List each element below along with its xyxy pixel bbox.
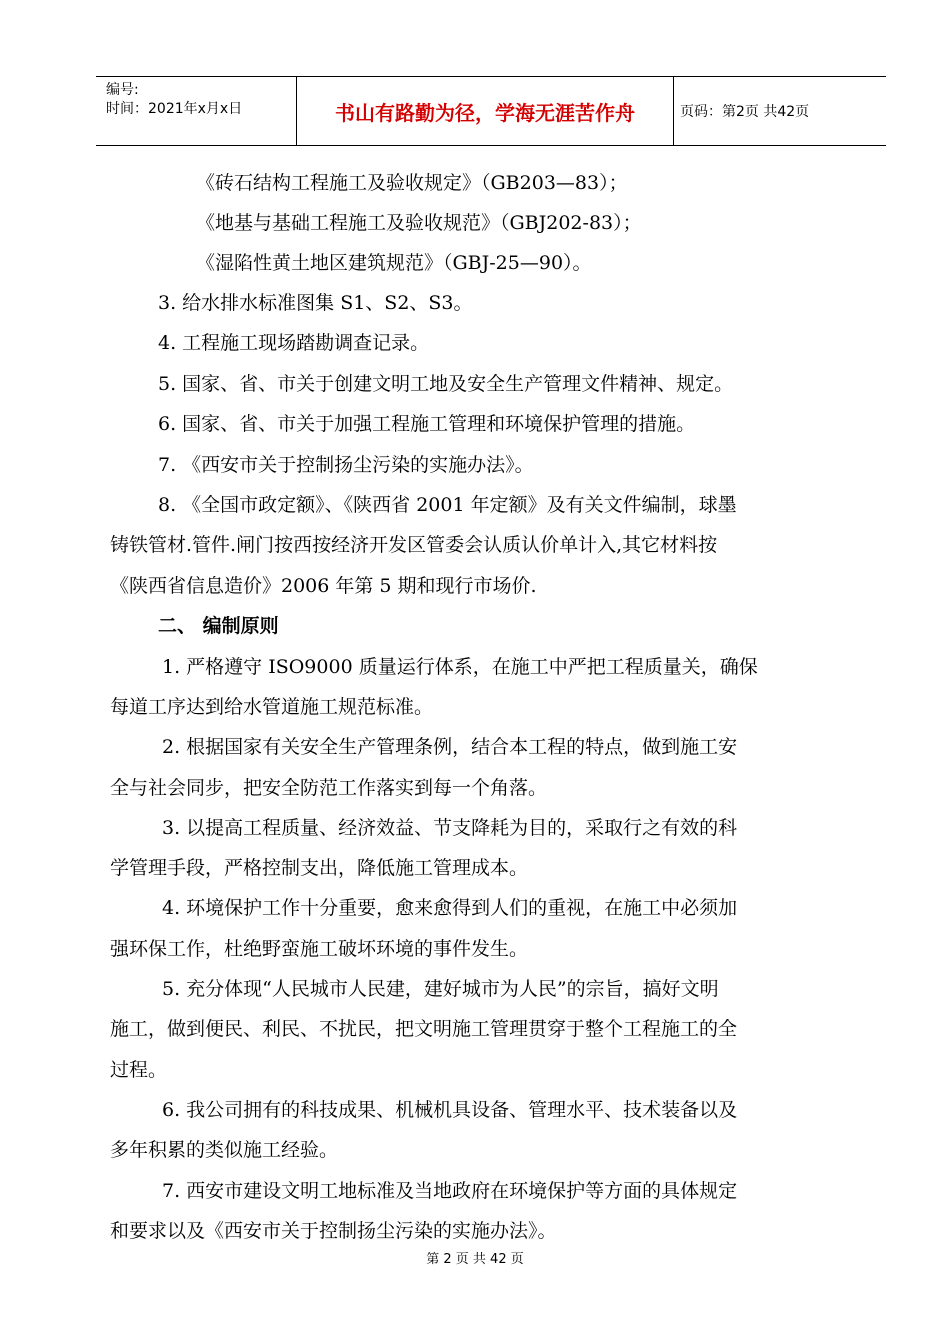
header-motto: 书山有路勤为径，学海无涯苦作舟 (335, 100, 635, 125)
text-line: 和要求以及《西安市关于控制扬尘污染的实施办法》。 (110, 1220, 557, 1242)
text-line: 《砖石结构工程施工及验收规定》（GB203—83）； (196, 172, 628, 194)
list-item: 5. 充分体现“人民城市人民建，建好城市为人民”的宗旨，搞好文明 (162, 978, 719, 1000)
list-item: 3. 给水排水标准图集 S1、S2、S3。 (158, 292, 473, 314)
list-item: 3. 以提高工程质量、经济效益、节支降耗为目的，采取行之有效的科 (162, 817, 738, 839)
header-divider (673, 77, 674, 145)
list-item: 4. 工程施工现场踏勘调查记录。 (158, 332, 430, 354)
text-line: 学管理手段，严格控制支出，降低施工管理成本。 (110, 857, 529, 879)
list-item: 2. 根据国家有关安全生产管理条例，结合本工程的特点，做到施工安 (162, 736, 738, 758)
document-time-label: 时间：2021年x月x日 (106, 101, 243, 117)
list-item: 6. 我公司拥有的科技成果、机械机具设备、管理水平、技术装备以及 (162, 1099, 738, 1121)
page-footer: 第 2 页 共 42 页 (426, 1252, 524, 1267)
text-line: 全与社会同步，把安全防范工作落实到每一个角落。 (110, 777, 548, 799)
list-item: 7. 西安市建设文明工地标准及当地政府在环境保护等方面的具体规定 (162, 1180, 738, 1202)
section-heading: 二、 编制原则 (158, 615, 279, 637)
text-line: 铸铁管材.管件.闸门按西按经济开发区管委会认质认价单计入,其它材料按 (110, 534, 718, 556)
list-item: 4. 环境保护工作十分重要，愈来愈得到人们的重视，在施工中必须加 (162, 897, 738, 919)
header-meta (106, 81, 296, 119)
list-item: 8. 《全国市政定额》、《陕西省 2001 年定额》及有关文件编制，球墨 (158, 494, 737, 516)
text-line: 每道工序达到给水管道施工规范标准。 (110, 696, 434, 718)
document-number-label: 编号: (106, 82, 139, 98)
header-page-info: 页码：第2页 共42页 (680, 104, 810, 120)
list-item: 7. 《西安市关于控制扬尘污染的实施办法》。 (158, 454, 534, 476)
list-item: 5. 国家、省、市关于创建文明工地及安全生产管理文件精神、规定。 (158, 373, 734, 395)
text-line: 《地基与基础工程施工及验收规范》（GBJ202-83）； (196, 212, 642, 234)
list-item: 6. 国家、省、市关于加强工程施工管理和环境保护管理的措施。 (158, 413, 696, 435)
text-line: 过程。 (110, 1059, 168, 1081)
text-line: 《陕西省信息造价》2006 年第 5 期和现行市场价. (110, 575, 537, 597)
text-line: 强环保工作，杜绝野蛮施工破坏环境的事件发生。 (110, 938, 529, 960)
text-line: 多年积累的类似施工经验。 (110, 1139, 339, 1161)
text-line: 施工，做到便民、利民、不扰民，把文明施工管理贯穿于整个工程施工的全 (110, 1018, 738, 1040)
page-header (96, 76, 886, 146)
list-item: 1. 严格遵守 ISO9000 质量运行体系，在施工中严把工程质量关，确保 (162, 656, 758, 678)
text-line: 《湿陷性黄土地区建筑规范》（GBJ-25—90）。 (196, 252, 592, 274)
